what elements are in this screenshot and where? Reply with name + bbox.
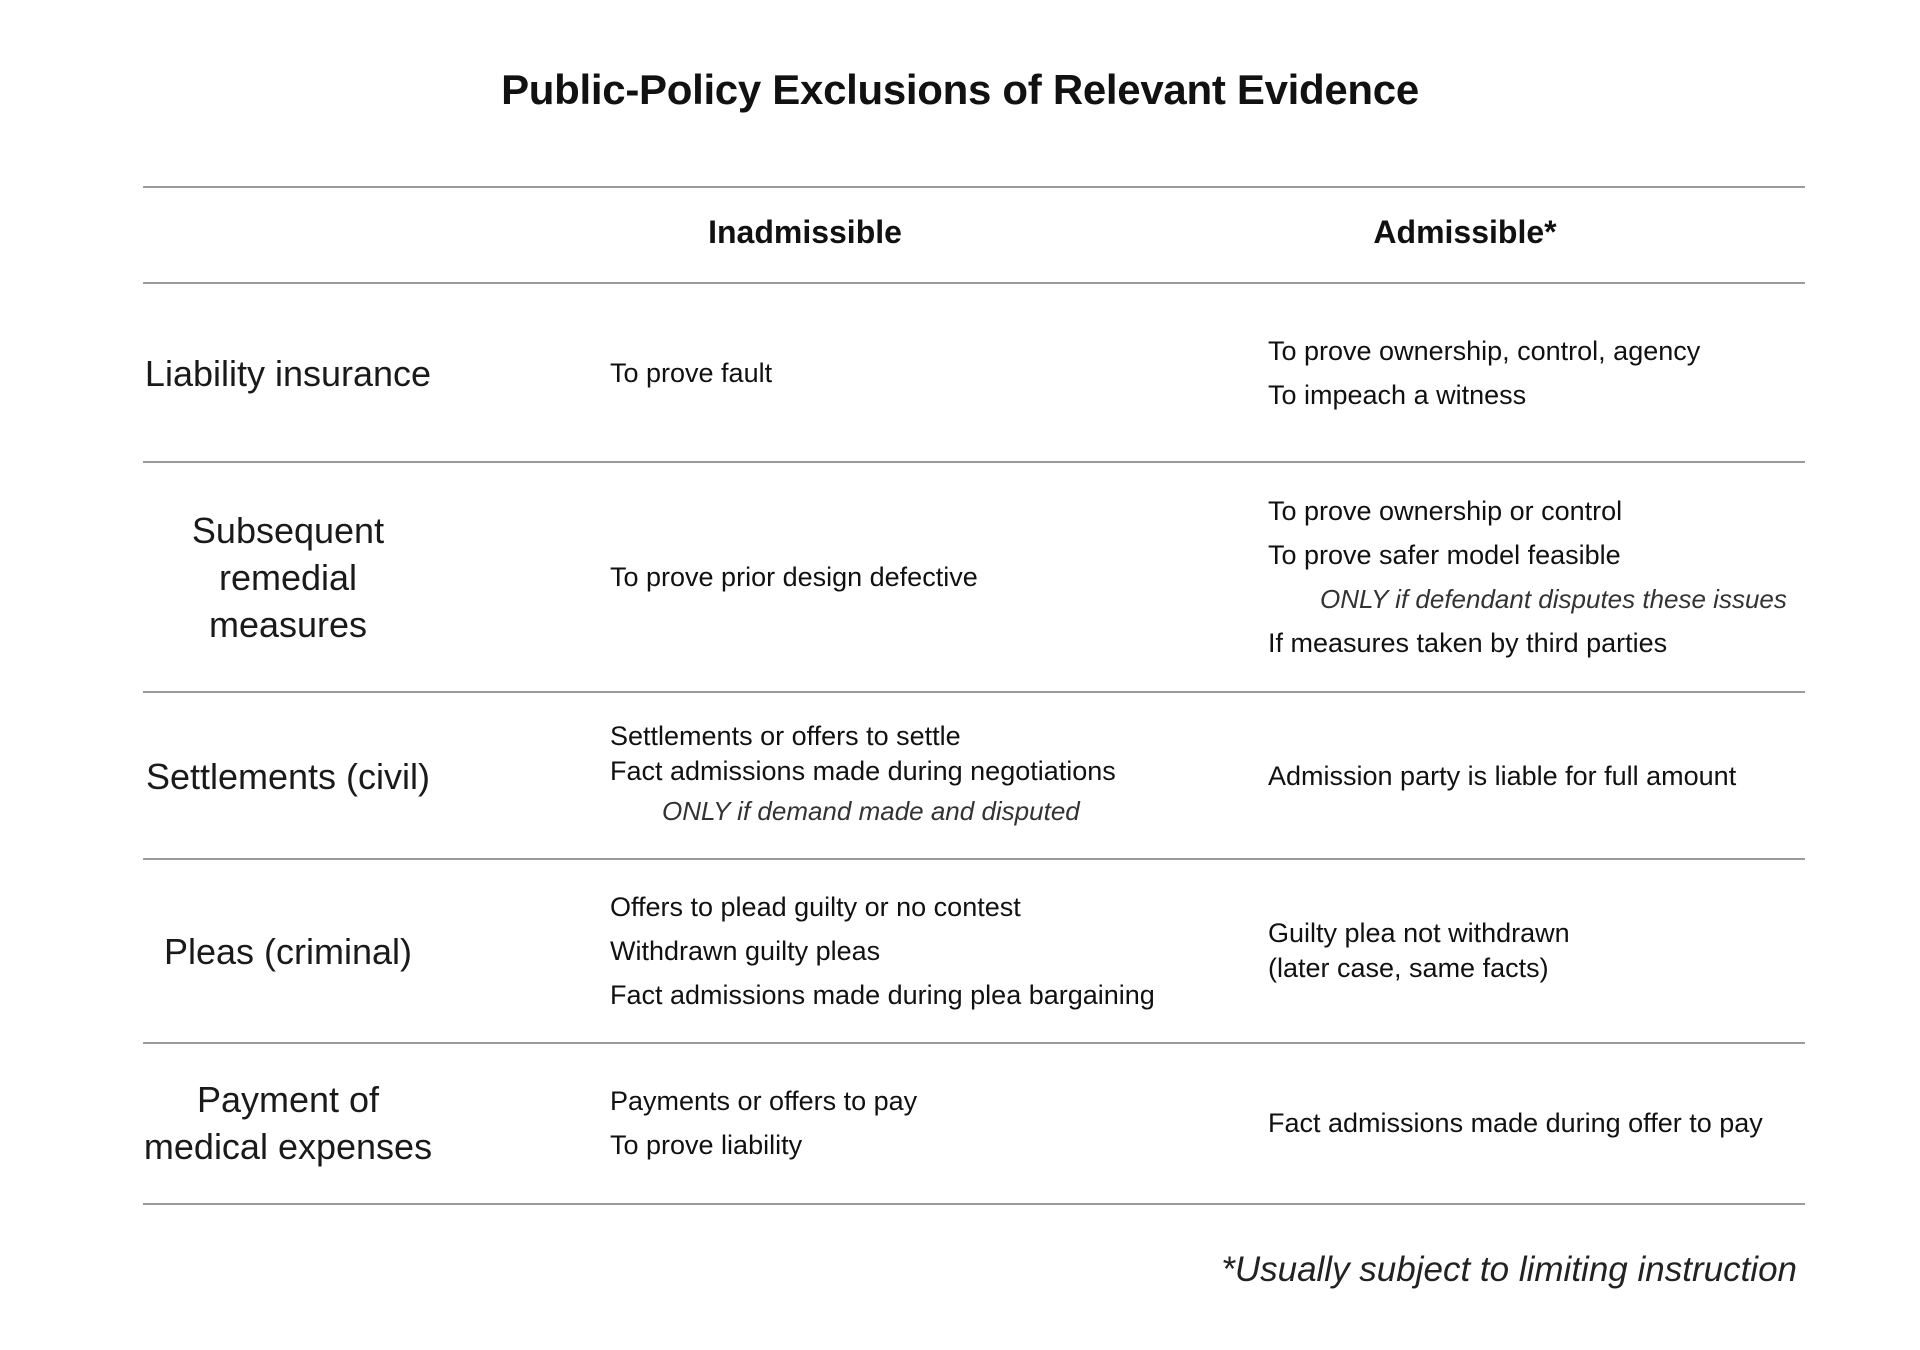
inadmissible-item: Offers to plead guilty or no contest xyxy=(610,892,1021,922)
inadmissible-item: Payments or offers to pay xyxy=(610,1086,918,1116)
inadmissible-cell xyxy=(610,284,1170,462)
admissible-item: Admission party is liable for full amount xyxy=(1268,761,1737,791)
table-row-settlements xyxy=(143,693,1805,859)
admissible-item: To impeach a witness xyxy=(1268,380,1527,410)
table-row-liability-insurance xyxy=(143,284,1805,462)
table-row-subsequent-remedial-measures xyxy=(143,463,1805,691)
page-title: Public-Policy Exclusions of Relevant Evidence xyxy=(501,66,1419,113)
row-label xyxy=(143,860,433,1042)
table-row-pleas xyxy=(143,860,1805,1042)
row-label-line: Subsequent xyxy=(191,509,385,551)
admissible-item: Fact admissions made during offer to pay xyxy=(1268,1108,1763,1138)
admissible-item: To prove safer model feasible xyxy=(1268,540,1621,570)
row-label-line: Liability insurance xyxy=(144,352,432,394)
inadmissible-cell xyxy=(610,860,1170,1042)
inadmissible-item: Fact admissions made during negotiations xyxy=(610,756,1116,786)
admissible-cell xyxy=(1268,693,1808,859)
row-label-line: Payment of xyxy=(196,1079,380,1120)
row-label xyxy=(143,1044,433,1202)
table-top-rule xyxy=(143,186,1805,188)
table-bottom-rule xyxy=(143,1203,1805,1205)
inadmissible-item: To prove fault xyxy=(610,358,773,388)
inadmissible-note: ONLY if demand made and disputed xyxy=(662,796,1080,826)
admissible-item: Guilty plea not withdrawn xyxy=(1268,918,1570,948)
column-header-admissible: Admissible* xyxy=(1373,214,1557,250)
table-row-medical-expenses xyxy=(143,1044,1805,1202)
inadmissible-item: Fact admissions made during plea bargaining xyxy=(610,980,1155,1010)
admissible-note: ONLY if defendant disputes these issues xyxy=(1320,584,1787,614)
admissible-item: (later case, same facts) xyxy=(1268,953,1549,983)
row-label-line: Settlements (civil) xyxy=(145,755,431,797)
admissible-item: If measures taken by third parties xyxy=(1268,628,1668,658)
admissible-cell xyxy=(1268,284,1808,462)
column-header-inadmissible: Inadmissible xyxy=(708,214,902,250)
row-label xyxy=(143,284,433,462)
row-label-line: Pleas (criminal) xyxy=(163,930,413,972)
row-label xyxy=(143,463,433,691)
inadmissible-item: To prove liability xyxy=(610,1130,803,1160)
inadmissible-item: To prove prior design defective xyxy=(610,562,978,592)
admissible-item: To prove ownership or control xyxy=(1268,496,1623,526)
row-label-line: remedial measures xyxy=(208,556,368,645)
inadmissible-item: Withdrawn guilty pleas xyxy=(610,936,881,966)
row-label-line: medical expenses xyxy=(143,1126,433,1167)
inadmissible-cell xyxy=(610,463,1170,691)
admissible-cell xyxy=(1268,1044,1808,1202)
admissible-cell xyxy=(1268,463,1808,691)
admissible-item: To prove ownership, control, agency xyxy=(1268,336,1701,366)
row-label xyxy=(143,693,433,859)
admissible-cell xyxy=(1268,860,1808,1042)
inadmissible-item: Settlements or offers to settle xyxy=(610,721,961,751)
footnote: *Usually subject to limiting instruction xyxy=(1221,1250,1797,1289)
inadmissible-cell xyxy=(610,693,1170,859)
inadmissible-cell xyxy=(610,1044,1170,1202)
